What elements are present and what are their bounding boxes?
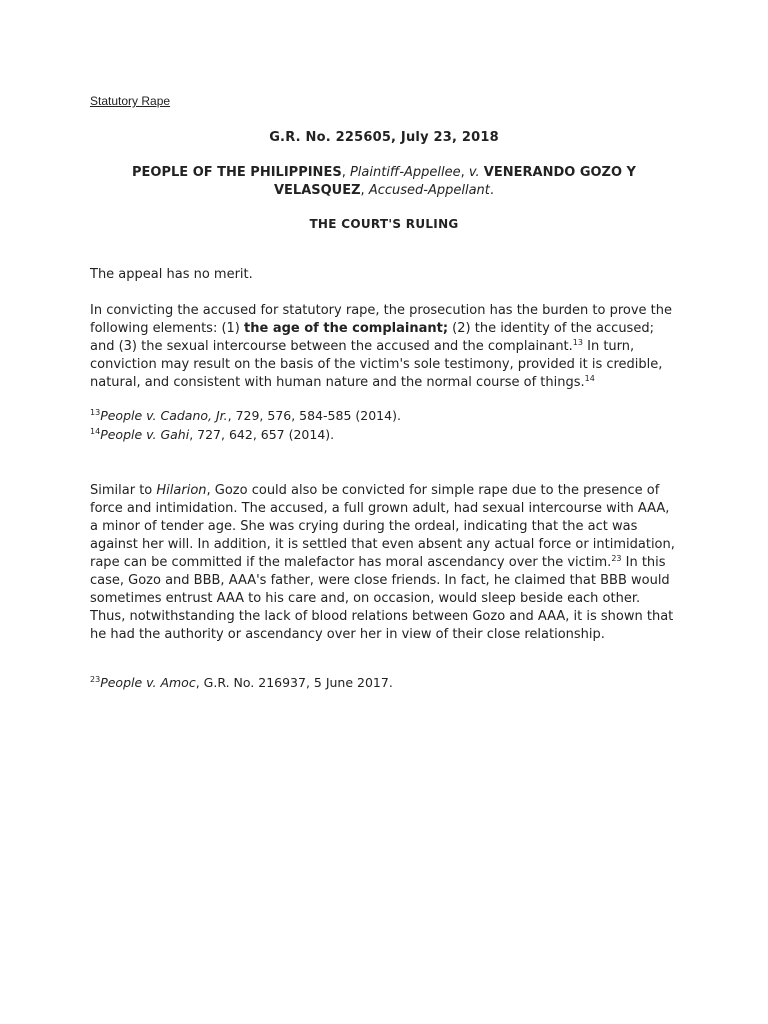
p3-text-c: In this case, Gozo and BBB, AAA's father, were close friends. In fact, he claimed that BBB would sometimes entrust AAA to his care and, on occasion, would sleep beside each other. Thus, notwithstanding the lack of blood relations between Gozo and AAA, it is shown that he had the authority or ascendancy over her in view of their close relationship.	[90, 555, 674, 642]
footnote-13-case: People v. Cadano, Jr.	[100, 408, 228, 423]
footnote-ref-14: 14	[584, 374, 595, 383]
section-title: THE COURT'S RULING	[309, 217, 459, 231]
case-number: G.R. No. 225605, July 23, 2018	[269, 130, 499, 145]
accused-role: Accused-Appellant	[368, 183, 490, 198]
p2-text-a: In convicting the accused for statutory rape, the prosecution has the burden to prove the following elements: (1)	[90, 303, 673, 336]
p2-bold-element: the age of the complainant;	[244, 321, 449, 336]
versus: v.	[468, 165, 480, 180]
p3-italic-case: Hilarion	[156, 483, 207, 498]
p3-text-b: , Gozo could also be convicted for simple rape due to the presence of force and intimidation. The accused, a full grown adult, had sexual intercourse with AAA, a minor of tender age. She was crying during the ordeal, indicating that the act was against her will. In addition, it is settled that even absent any actual force or intimidation, rape can be committed if the malefactor has moral ascendancy over the victim.	[90, 483, 675, 570]
footnote-13	[90, 407, 401, 424]
footnote-14-cite: , 727, 642, 657 (2014).	[189, 427, 335, 442]
footnote-23-cite: , G.R. No. 216937, 5 June 2017.	[195, 675, 393, 690]
footnote-13-number: 13	[90, 408, 101, 417]
paragraph-2	[90, 302, 678, 392]
paragraph-1: The appeal has no merit.	[90, 267, 253, 282]
footnote-ref-13: 13	[572, 338, 583, 347]
paragraph-3	[90, 482, 678, 644]
plaintiff-name: PEOPLE OF THE PHILIPPINES	[132, 165, 342, 180]
footnote-ref-23: 23	[611, 554, 622, 563]
accused-name-line1: VENERANDO GOZO Y	[483, 165, 636, 180]
plaintiff-role: Plaintiff-Appellee	[349, 165, 461, 180]
footnote-23-case: People v. Amoc	[100, 675, 196, 690]
footnote-14-case: People v. Gahi	[100, 427, 190, 442]
footnote-14	[90, 426, 334, 443]
footnote-14-number: 14	[90, 427, 101, 436]
footnote-23	[90, 674, 393, 691]
p3-text-a: Similar to	[90, 483, 157, 498]
p2-text-c: In turn, conviction may result on the basis of the victim's sole testimony, provided it is credible, natural, and consistent with human nature and the normal course of things.	[90, 339, 663, 390]
accused-name-line2: VELASQUEZ	[273, 183, 361, 198]
case-parties: PEOPLE OF THE PHILIPPINES, Plaintiff-Appellee, v. VENERANDO GOZO Y VELASQUEZ, Accused-Appellant.	[132, 165, 636, 198]
footnote-23-number: 23	[90, 675, 101, 684]
p2-text-b: (2) the identity of the accused; and (3) the sexual intercourse between the accused and the complainant.	[90, 321, 654, 354]
footnote-13-cite: , 729, 576, 584-585 (2014).	[227, 408, 401, 423]
topic-heading: Statutory Rape	[90, 94, 171, 108]
